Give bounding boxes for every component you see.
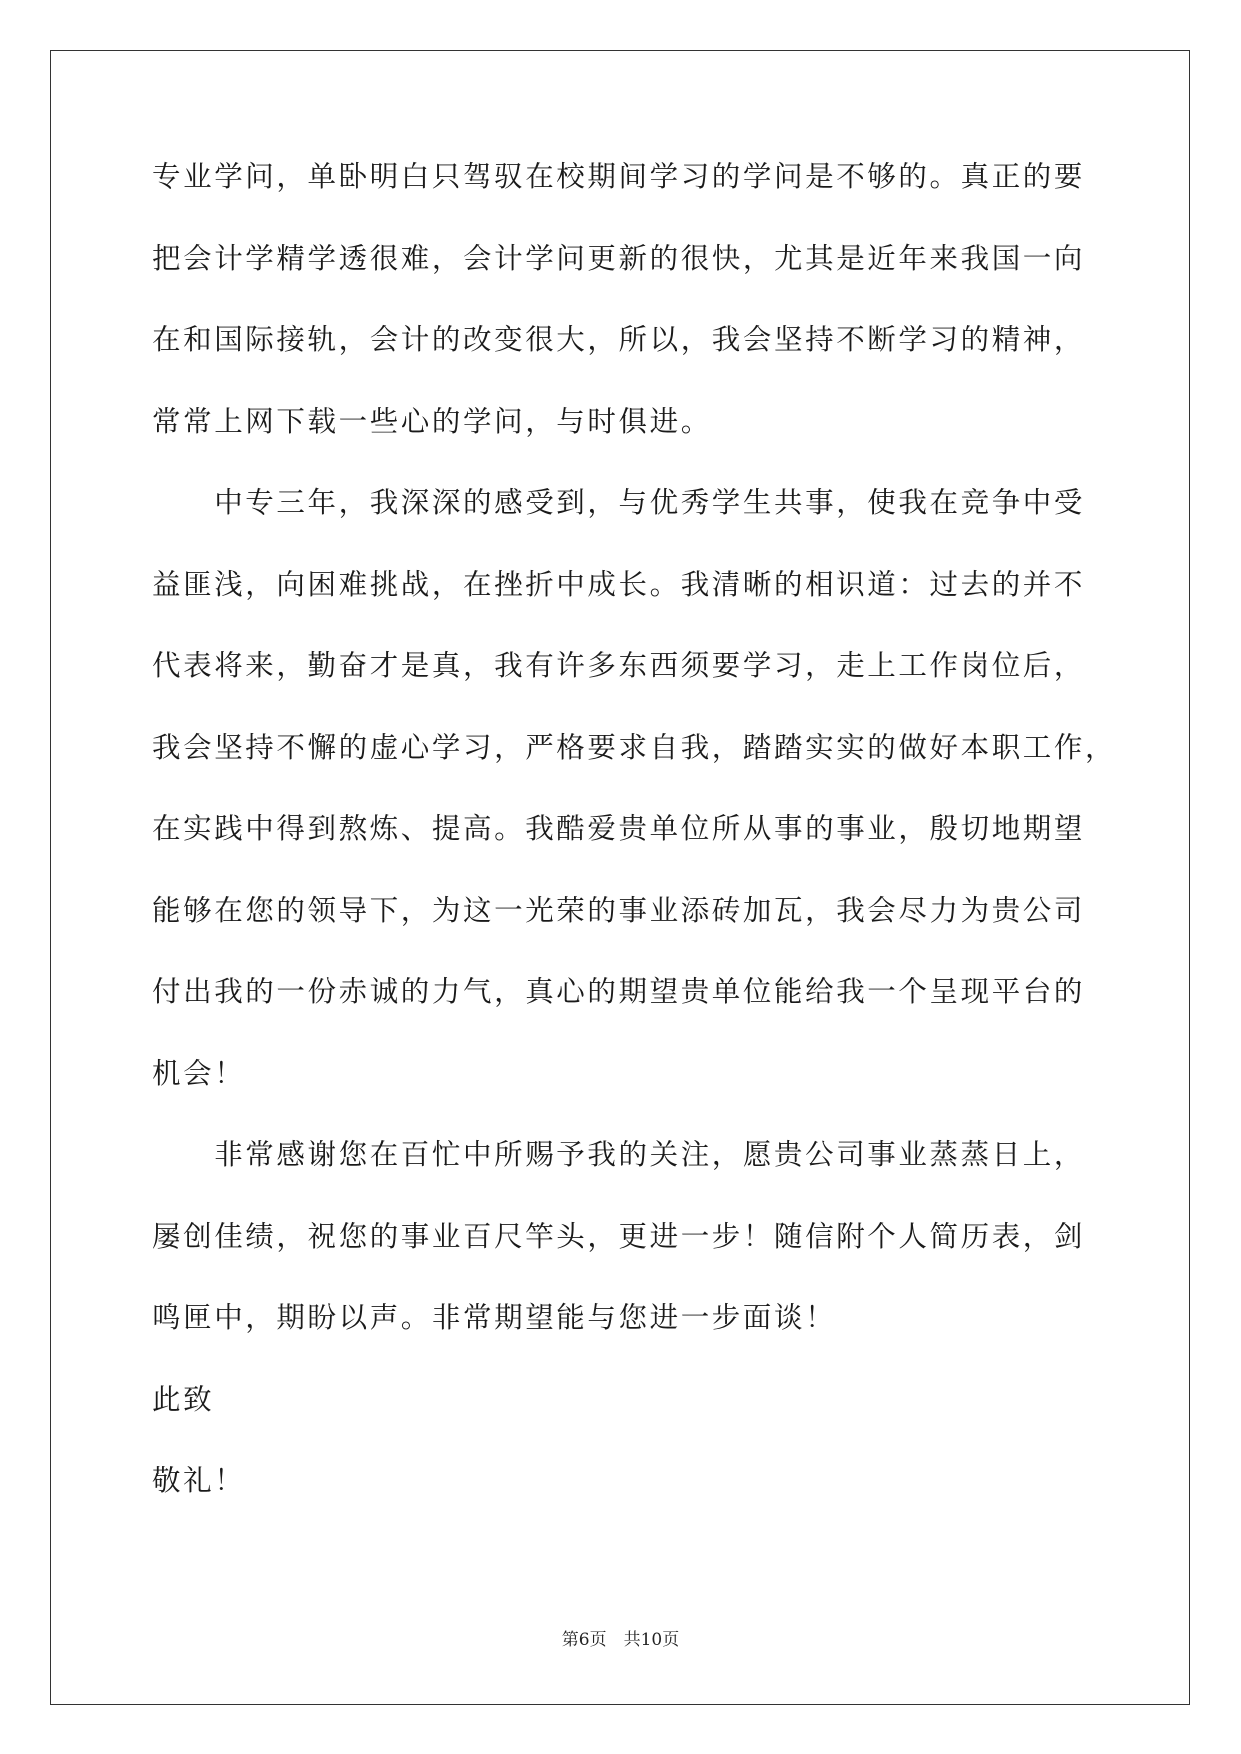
body-line: 付出我的一份赤诚的力气，真心的期望贵单位能给我一个呈现平台的 (152, 975, 1086, 1008)
body-line: 非常感谢您在百忙中所赐予我的关注，愿贵公司事业蒸蒸日上， (152, 1138, 1086, 1171)
salutation-line: 敬礼！ (152, 1464, 246, 1497)
body-line: 专业学问，单卧明白只驾驭在校期间学习的学问是不够的。真正的要 (152, 160, 1086, 193)
letter-body (152, 157, 1117, 1543)
body-line: 益匪浅，向困难挑战，在挫折中成长。我清晰的相识道：过去的并不 (152, 567, 1086, 601)
body-line: 把会计学精学透很难，会计学问更新的很快，尤其是近年来我国一向 (152, 241, 1086, 275)
body-line: 机会！ (152, 1056, 246, 1090)
body-line: 在和国际接轨，会计的改变很大，所以，我会坚持不断学习的精神， (152, 323, 1086, 356)
body-line: 屡创佳绩，祝您的事业百尺竿头，更进一步！随信附个人简历表，剑 (152, 1219, 1086, 1253)
page-number: 第6页 共10页 (561, 1630, 680, 1650)
body-line: 能够在您的领导下，为这一光荣的事业添砖加瓦，我会尽力为贵公司 (152, 893, 1086, 927)
closing-line: 此致 (152, 1382, 215, 1416)
body-line: 代表将来，勤奋才是真，我有许多东西须要学习，走上工作岗位后， (152, 649, 1086, 682)
body-line: 鸣匣中，期盼以声。非常期望能与您进一步面谈！ (152, 1301, 837, 1334)
body-line: 我会坚持不懈的虚心学习，严格要求自我，踏踏实实的做好本职工作， (152, 730, 1117, 764)
body-line: 在实践中得到熬炼、提高。我酷爱贵单位所从事的事业，殷切地期望 (152, 812, 1086, 845)
body-line: 中专三年，我深深的感受到，与优秀学生共事，使我在竞争中受 (152, 486, 1086, 519)
body-line: 常常上网下载一些心的学问，与时俱进。 (152, 404, 712, 438)
